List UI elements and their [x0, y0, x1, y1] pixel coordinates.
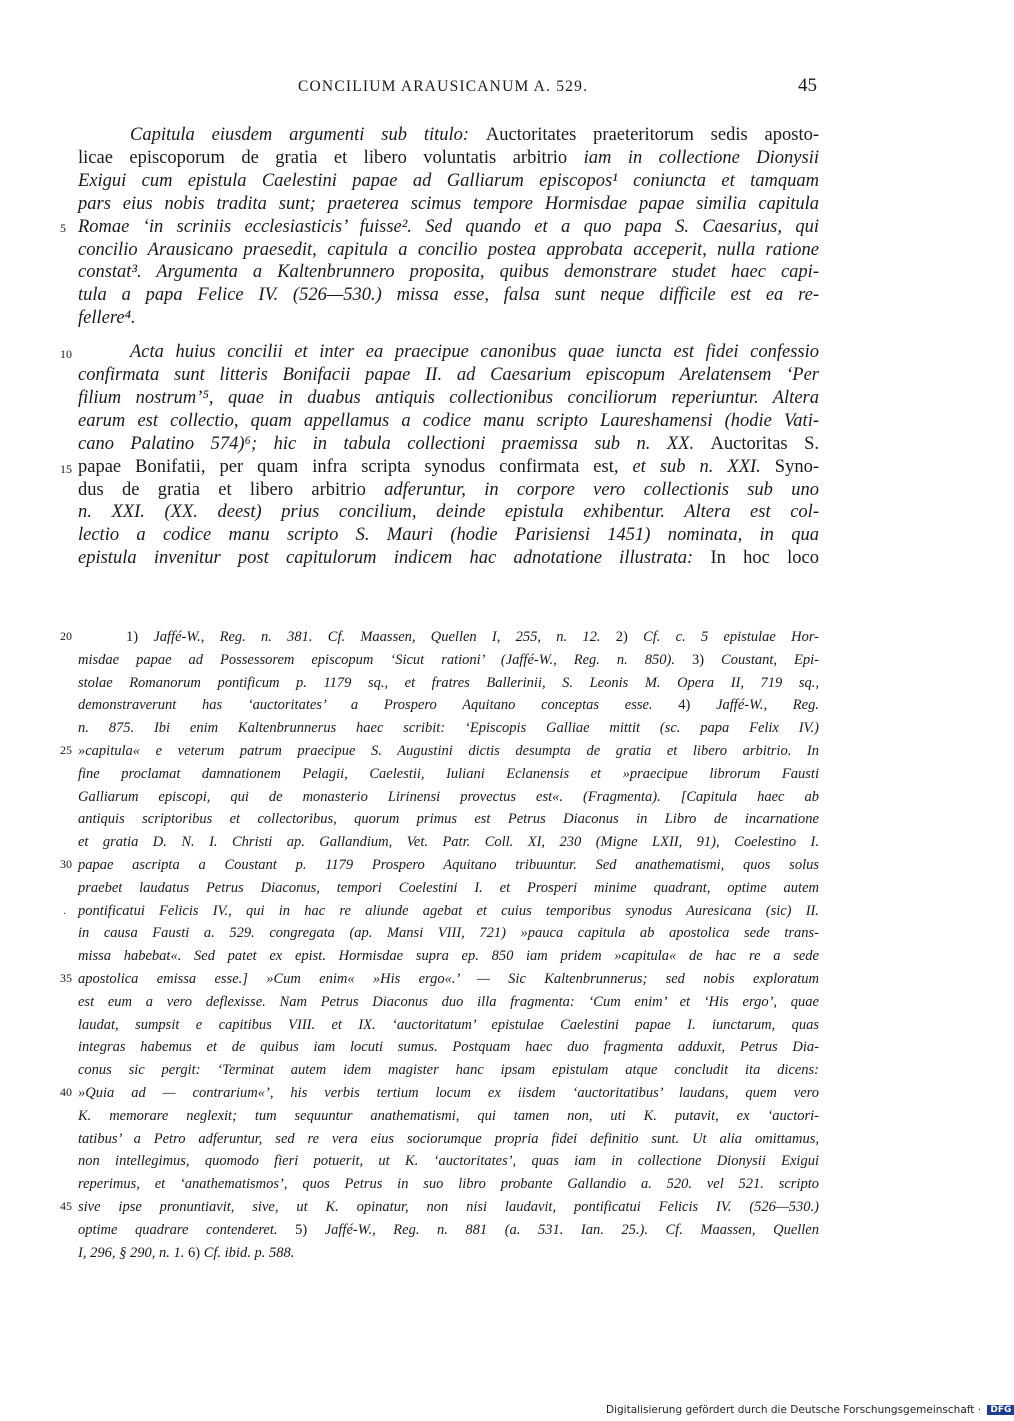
text-run: Capitula eiusdem argumenti sub titulo:: [130, 125, 486, 145]
line-number: 15: [60, 462, 72, 476]
footnote-line: [78, 1174, 819, 1194]
text-run: n. 875. Ibi enim Kaltenbrunnerus haec scribit: ‘Episcopis Galliae mittit (sc. papa Felix IV.): [78, 720, 819, 737]
line-number: 35: [60, 971, 72, 985]
footnote-line: [78, 1015, 819, 1035]
text-run: antiquis scriptoribus et collectoribus, quorum primus est Petrus Diaconus in Libro de incarnatione: [78, 811, 819, 828]
footnote-line: [78, 1129, 819, 1149]
line-number: 40: [60, 1085, 72, 1099]
running-title: CONCILIUM ARAUSICANUM A. 529.: [298, 78, 589, 95]
text-run: sive ipse pronuntiavit, sive, ut K. opinatur, non nisi laudavit, pontificatui Felicis IV. (526—530.): [78, 1199, 819, 1215]
text-run: integras habemus et de quibus iam locuti sumus. Postquam haec duo fragmenta adduxit, Petrus Dia-: [78, 1039, 819, 1056]
line-number: 25: [60, 743, 72, 757]
line-number: 10: [60, 347, 72, 361]
body-line: [78, 364, 819, 386]
footnote-line: [78, 650, 819, 670]
text-run: filium nostrum’⁵, quae in duabus antiquis collectionibus conciliorum reperiuntur. Altera: [78, 387, 819, 408]
text-run: Auctoritas S.: [710, 433, 819, 454]
text-run: missa habebat«. Sed patet ex epist. Hormisdae supra ep. 850 iam pridem »capitula« de hac re a sede: [78, 948, 819, 965]
text-run: »capitula« e veterum patrum praecipue S. Augustini dictis desumpta de gratia et libero arbitrio. In: [78, 743, 819, 759]
text-run: n. XXI. (XX. deest) prius concilium, deinde epistula exhibentur. Altera est col-: [78, 502, 819, 523]
footnote-line: [78, 1197, 819, 1217]
footnote-line: [78, 1083, 819, 1103]
footnote-line: [78, 1243, 819, 1263]
text-run: K. memorare neglexit; tum sequuntur anathematismi, qui tamen non, uti K. putavit, ex ‘auctori-: [78, 1107, 819, 1124]
text-run: Cf. ibid. p. 588.: [203, 1244, 295, 1261]
text-run: adferuntur, in corpore vero collectionis sub uno: [384, 479, 820, 500]
text-run: Exigui cum epistula Caelestini papae ad Galliarum episcopos¹ coniuncta et tamquam: [78, 170, 819, 191]
text-run: Jaffé-W., Reg. n. 881 (a. 531. Ian. 25.). Cf. Maassen, Quellen: [324, 1221, 819, 1238]
text-run: optime quadrare contenderet.: [78, 1221, 278, 1238]
text-run: 5): [277, 1221, 325, 1238]
line-number: 5: [60, 221, 66, 235]
footnote-line: [78, 1037, 819, 1057]
line-number: 20: [60, 629, 72, 643]
page-number: 45: [798, 75, 817, 96]
text-run: cano Palatino 574)⁶; hic in tabula collectioni praemissa sub n. XX.: [78, 433, 711, 454]
footnote-line: [78, 1060, 819, 1080]
text-run: tatibus’ a Petro adferuntur, sed re vera eius sociorumque propria fidei definitio sunt. Ut alia omittamus,: [78, 1130, 819, 1147]
text-run: licae episcoporum de gratia et libero voluntatis arbitrio: [78, 147, 584, 168]
text-run: »Quia ad — contrarium«’, his verbis tertium locum ex iisdem ‘auctoritatibus’ laudans, quem vero: [78, 1085, 819, 1101]
footnote-line: [78, 901, 819, 921]
footnote-line: [78, 673, 819, 693]
text-run: pars eius nobis tradita sunt; praeterea scimus tempore Hormisdae papae similia capitula: [78, 193, 819, 214]
funding-note: Digitalisierung gefördert durch die Deutsche Forschungsgemeinschaft · DFG: [606, 1404, 1014, 1416]
text-run: iam in collectione Dionysii: [583, 147, 819, 168]
text-run: demonstraverunt has ‘auctoritates’ a Prospero Aquitano conceptas esse.: [78, 697, 653, 714]
text-run: reperimus, et ‘anathematismos’, quos Petrus in suo libro probante Gallandio a. 520. vel 521. scripto: [78, 1176, 819, 1193]
body-line: [78, 124, 819, 146]
text-run: Auctoritates praeteritorum sedis aposto-: [485, 125, 819, 145]
text-run: laudat, sumpsit e capitibus VIII. et IX. ‘auctoritatum’ epistulae Caelestini papae I. iunctarum, quas: [78, 1016, 819, 1033]
text-run: earum est collectio, quam appellamus a codice manu scripto Laureshamensi (hodie Vati-: [78, 410, 819, 431]
body-line: [78, 524, 819, 546]
footnote-line: [78, 923, 819, 943]
text-run: 4): [652, 697, 717, 714]
text-run: est eum a vero deflexisse. Nam Petrus Diaconus duo illa fragmenta: ‘Cum enim’ et ‘His ergo’, quae: [78, 993, 819, 1010]
text-run: non intellegimus, quomodo fieri potuerit, ut K. ‘auctoritates’, quas iam in collectione Dionysii Exigui: [78, 1153, 819, 1170]
text-run: fellere⁴.: [78, 308, 136, 329]
text-run: Jaffé-W., Reg. n. 381. Cf. Maassen, Quellen I, 255, n. 12.: [153, 629, 601, 645]
text-run: 1): [126, 629, 154, 645]
footnote-line: [78, 832, 819, 852]
text-run: misdae papae ad Possessorem episcopum ‘Sicut rationi’ (Jaffé-W., Reg. n. 850).: [78, 651, 675, 668]
footnote-line: [78, 718, 819, 738]
footnote-line: [78, 878, 819, 898]
text-run: Galliarum episcopi, qui de monasterio Lirinensi provectus est«. (Fragmenta). [Capitula haec ab: [78, 788, 819, 805]
text-run: conus sic pergit: ‘Terminat autem idem magister hanc ipsam epistulam atque concludit ita dicens:: [78, 1062, 819, 1079]
text-run: dus de gratia et libero arbitrio: [78, 479, 385, 500]
running-head: [0, 75, 1000, 102]
body-line: [78, 193, 819, 215]
body-line: [78, 479, 819, 501]
body-line: [78, 284, 819, 306]
text-run: fine proclamat damnationem Pelagii, Caelestii, Iuliani Eclanensis et »praecipue librorum Fausti: [78, 765, 819, 782]
line-number: 30: [60, 857, 72, 871]
text-run: papae ascripta a Coustant p. 1179 Prospero Aquitano tribuuntur. Sed anathematismi, quos solus: [78, 857, 819, 873]
body-line: [78, 501, 819, 523]
text-run: in causa Fausti a. 529. congregata (ap. Mansi VIII, 721) »pauca capitula ab apostolica sede trans-: [78, 925, 819, 942]
text-run: pontificatui Felicis IV., qui in hac re aliunde agebat et cuius temporibus synodus Auresicana (sic) II.: [78, 902, 819, 919]
body-line: [78, 261, 819, 283]
text-run: epistula invenitur post capitulorum indicem hac adnotatione illustrata:: [78, 548, 711, 569]
text-run: concilio Arausicano praesedit, capitula a concilio postea approbata acceperit, nulla ratione: [78, 239, 819, 260]
text-run: et sub n. XXI.: [632, 456, 775, 477]
footnote-line: [78, 787, 819, 807]
body-line: [78, 307, 819, 329]
text-run: Cf. c. 5 epistulae Hor-: [643, 629, 820, 645]
footnote-line: [78, 1220, 819, 1240]
body-line: [78, 456, 819, 478]
body-line: [78, 433, 819, 455]
margin-dot: ·: [63, 909, 67, 920]
footnote-line: [78, 627, 819, 647]
footnote-line: [78, 809, 819, 829]
footnote-line: [78, 992, 819, 1012]
footnote-line: [78, 1106, 819, 1126]
body-line: [78, 341, 819, 363]
text-run: tula a papa Felice IV. (526—530.) missa esse, falsa sunt neque difficile est ea re-: [78, 285, 819, 306]
footnote-line: [78, 695, 819, 715]
body-line: [78, 239, 819, 261]
text-run: constat³. Argumenta a Kaltenbrunnero proposita, quibus demonstrare studet haec capi-: [78, 262, 819, 283]
body-line: [78, 216, 819, 238]
footnote-line: [78, 741, 819, 761]
text-run: 6): [184, 1244, 204, 1261]
text-run: Jaffé-W., Reg.: [716, 697, 819, 714]
text-run: In hoc loco: [710, 548, 819, 569]
footnote-line: [78, 969, 819, 989]
text-run: stolae Romanorum pontificum p. 1179 sq., et fratres Ballerinii, S. Leonis M. Opera II, 719 sq.,: [78, 674, 819, 691]
funding-text: Digitalisierung gefördert durch die Deutsche Forschungsgemeinschaft: [606, 1404, 975, 1416]
footnote-line: [78, 946, 819, 966]
footnote-line: [78, 764, 819, 784]
text-run: 3): [674, 651, 722, 668]
body-line: [78, 147, 819, 169]
footnote-line: [78, 1151, 819, 1171]
text-run: I, 296, § 290, n. 1.: [78, 1244, 185, 1261]
body-line: [78, 170, 819, 192]
text-run: Romae ‘in scriniis ecclesiasticis’ fuisse². Sed quando et a quo papa S. Caesarius, qui: [78, 216, 819, 237]
body-line: [78, 410, 819, 432]
text-run: lectio a codice manu scripto S. Mauri (hodie Parisiensi 1451) nominata, in qua: [78, 525, 819, 546]
body-line: [78, 547, 819, 569]
body-line: [78, 387, 819, 409]
text-run: 2): [600, 629, 644, 645]
footnote-line: [78, 855, 819, 875]
text-run: Syno-: [774, 456, 819, 477]
text-run: Acta huius concilii et inter ea praecipue canonibus quae iuncta est fidei confessio: [130, 342, 819, 363]
text-run: Coustant, Epi-: [721, 651, 819, 668]
text-run: papae Bonifatii, per quam infra scripta synodus confirmata est,: [78, 456, 633, 477]
text-run: et gratia D. N. I. Christi ap. Gallandium, Vet. Patr. Coll. XI, 230 (Migne LXII, 91), Coelestino I.: [78, 834, 819, 851]
dfg-logo: DFG: [987, 1405, 1014, 1415]
text-run: apostolica emissa esse.] »Cum enim« »His ergo«.’ — Sic Kaltenbrunnerus; sed nobis exploratum: [78, 971, 819, 987]
text-run: confirmata sunt litteris Bonifacii papae II. ad Caesarium episcopum Arelatensem ‘Per: [78, 365, 819, 385]
text-run: praebet laudatus Petrus Diaconus, tempori Coelestini I. et Prosperi minime quadrant, optime autem: [78, 879, 819, 896]
line-number: 45: [60, 1199, 72, 1213]
